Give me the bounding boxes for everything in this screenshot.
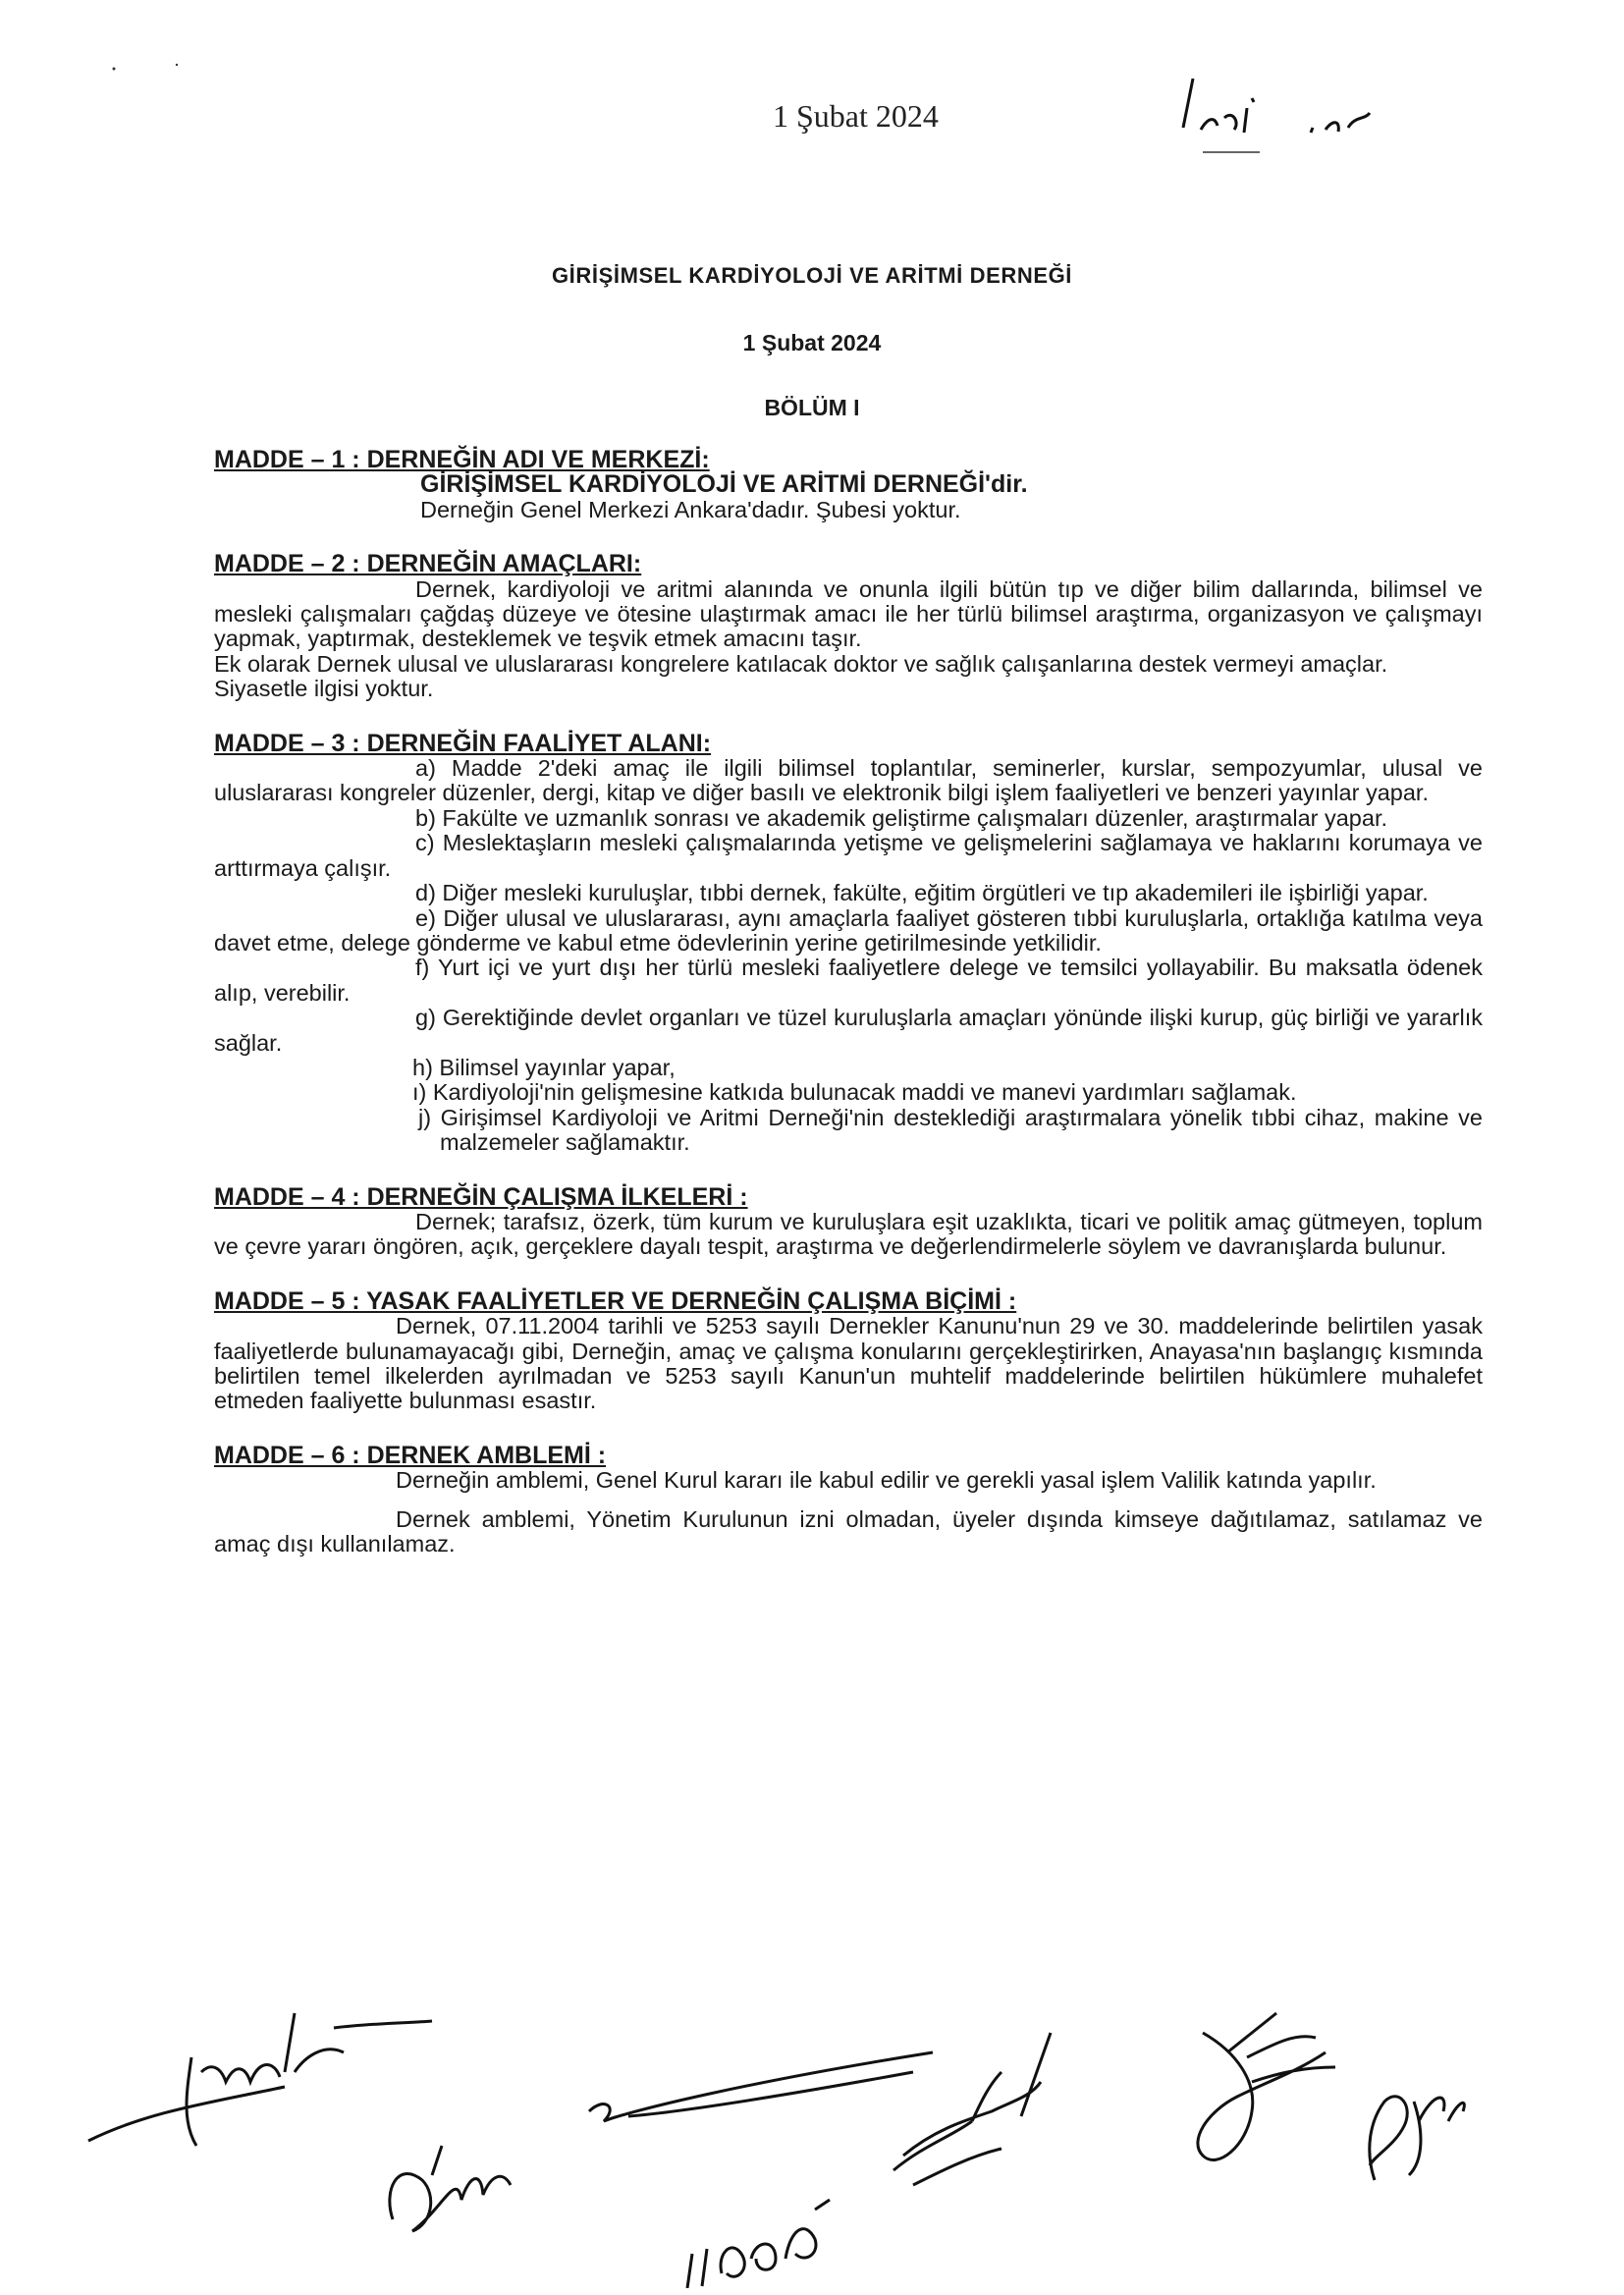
madde-4-heading: MADDE – 4 : DERNEĞİN ÇALIŞMA İLKELERİ : — [214, 1182, 748, 1211]
association-title: GİRİŞİMSEL KARDİYOLOJİ VE ARİTMİ DERNEĞİ — [551, 263, 1073, 288]
madde-3-item-b: b) Fakülte ve uzmanlık sonrası ve akademik geliştirme çalışmaları düzenler, araştırmalar yapar. — [415, 804, 1388, 831]
madde-1-name-line: GİRİŞİMSEL KARDİYOLOJİ VE ARİTMİ DERNEĞİ'dir. — [420, 470, 1028, 499]
madde-3-item-g: g) Gerektiğinde devlet organları ve tüzel kuruluşlarla amaçları yönünde ilişki kurup, güç birliği ve yararlık sağlar. — [214, 1005, 1483, 1056]
date-stamp: 1 Şubat 2024 — [773, 98, 939, 134]
madde-5 — [214, 1286, 1483, 1414]
madde-5-heading: MADDE – 5 : YASAK FAALİYETLER VE DERNEĞİN ÇALIŞMA BİÇİMİ : — [214, 1286, 1017, 1315]
madde-6 — [214, 1441, 1483, 1557]
madde-4 — [214, 1182, 1483, 1260]
section-title: BÖLÜM I — [764, 395, 860, 420]
madde-3-item-d: d) Diğer mesleki kuruluşlar, tıbbi dernek, fakülte, eğitim örgütleri ve tıp akademileri ile işbirliği yapar. — [415, 880, 1429, 906]
signature-6 — [1198, 2013, 1335, 2159]
signature-3 — [589, 2052, 933, 2121]
madde-3-item-e: e) Diğer ulusal ve uluslararası, aynı amaçlarla faaliyet gösteren tıbbi kuruluşlarla, ortaklığa katılma veya davet etme, delege gönderme ve kabul etme ödevlerinin yerine getirilmesinde yetkilidir. — [214, 904, 1483, 956]
signature-block — [0, 1974, 1624, 2288]
document-body — [214, 448, 1483, 1557]
madde-3-item-f: f) Yurt içi ve yurt dışı her türlü mesleki faaliyetlere delege ve temsilci yollayabilir. Bu maksatla ödenek alıp, verebilir. — [214, 955, 1483, 1006]
signature-2 — [390, 2146, 511, 2231]
madde-2-heading: MADDE – 2 : DERNEĞİN AMAÇLARI: — [214, 550, 642, 578]
madde-2-paragraph-2: Ek olarak Dernek ulusal ve uluslararası kongrelere katılacak doktor ve sağlık çalışanlarına destek vermeyi amaçlar. — [214, 650, 1388, 677]
madde-6-paragraph-1: Derneğin amblemi, Genel Kurul kararı ile kabul edilir ve gerekli yasal işlem Valilik katında yapılır. — [396, 1467, 1377, 1494]
madde-1 — [214, 448, 1483, 522]
madde-1-heading: MADDE – 1 : DERNEĞİN ADI VE MERKEZİ: — [214, 446, 710, 473]
madde-3-heading: MADDE – 3 : DERNEĞİN FAALİYET ALANI: — [214, 729, 712, 757]
signature-1 — [88, 2013, 432, 2146]
madde-5-paragraph-1: Dernek, 07.11.2004 tarihli ve 5253 sayılı Dernekler Kanunu'nun 29 ve 30. maddelerinde belirtilen yasak faaliyetlerde bulunamayacağı gibi, Derneğin, amaç ve çalışma konularını gerçekleştirirken, Anayasa'nın başlangıç kısmında belirtilen temel ilkelerden ayrılmadan ve 5253 sayılı Kanun'un muhtelif maddelerinde belirtilen hükümlere muhalefet etmeden faaliyette bulunması esastır. — [214, 1313, 1483, 1414]
handwritten-initials — [1164, 59, 1409, 167]
madde-6-heading: MADDE – 6 : DERNEK AMBLEMİ : — [214, 1441, 607, 1469]
madde-4-paragraph-1: Dernek; tarafsız, özerk, tüm kurum ve kuruluşlara eşit uzaklıkta, ticari ve politik amaç gütmeyen, toplum ve çevre yararı öngören, açık, gerçeklere dayalı tespit, araştırma ve değerlendirmelerle söylem ve davranışlarda bulunur. — [214, 1208, 1483, 1260]
madde-1-center-line: Derneğin Genel Merkezi Ankara'dadır. Şubesi yoktur. — [420, 496, 961, 522]
madde-2-paragraph-3: Siyasetle ilgisi yoktur. — [214, 676, 434, 702]
madde-3-item-c: c) Meslektaşların mesleki çalışmalarında yetişme ve gelişmelerini sağlamaya ve haklarını korumaya ve arttırmaya çalışır. — [214, 830, 1483, 881]
signature-4 — [687, 2200, 830, 2288]
madde-6-paragraph-2: Dernek amblemi, Yönetim Kurulunun izni olmadan, üyeler dışında kimseye dağıtılamaz, satılamaz ve amaç dışı kullanılamaz. — [214, 1505, 1483, 1557]
scan-speck — [108, 59, 206, 79]
madde-2-paragraph-1: Dernek, kardiyoloji ve aritmi alanında ve onunla ilgili bütün tıp ve diğer bilim dallarında, bilimsel ve mesleki çalışmaları çağdaş düzeye ve ötesine ulaştırmak amacı ile her türlü bilimsel araştırma, organizasyon ve çalışmayı yapmak, yaptırmak, desteklemek ve teşvik etmek amacını taşır. — [214, 575, 1483, 652]
signature-7 — [1370, 2097, 1465, 2180]
madde-3 — [214, 729, 1483, 1156]
document-date: 1 Şubat 2024 — [742, 330, 882, 355]
madde-3-item-h: h) Bilimsel yayınlar yapar, — [412, 1054, 676, 1080]
madde-3-item-j: j) Girişimsel Kardiyoloji ve Aritmi Derneği'nin desteklediği araştırmalara yönelik tıbbi cihaz, makine ve malzemeler sağlamaktır. — [418, 1104, 1483, 1156]
madde-3-item-a: a) Madde 2'deki amaç ile ilgili bilimsel toplantılar, seminerler, kurslar, sempozyumlar, ulusal ve uluslararası kongreler düzenler, dergi, kitap ve diğer basılı ve elektronik bilgi işlem faaliyetleri ve benzeri yayınlar yapar. — [214, 755, 1483, 806]
madde-3-item-i: ı) Kardiyoloji'nin gelişmesine katkıda bulunacak maddi ve manevi yardımları sağlamak. — [412, 1079, 1297, 1106]
madde-2 — [214, 552, 1483, 701]
